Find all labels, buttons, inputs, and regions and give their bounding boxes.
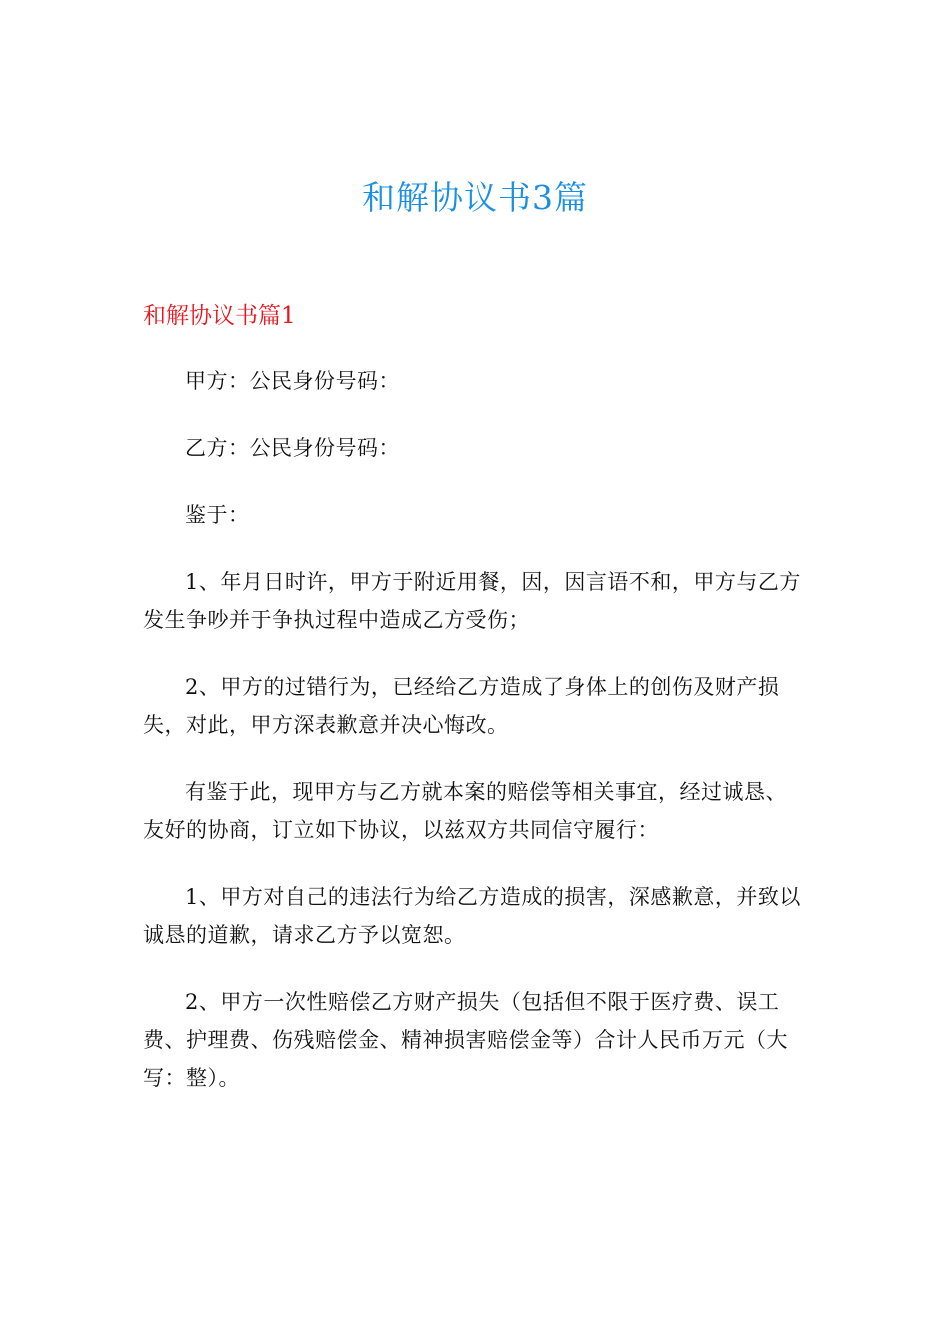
whereas-item-2: 2、甲方的过错行为，已经给乙方造成了身体上的创伤及财产损失，对此，甲方深表歉意并决心悔改。	[143, 675, 780, 737]
party-a-line: 甲方：公民身份号码：	[185, 369, 400, 393]
document-title: 和解协议书3篇	[362, 178, 588, 217]
whereas-item-1: 1、年月日时许，甲方于附近用餐，因，因言语不和，甲方与乙方发生争吵并于争执过程中造成乙方受伤；	[143, 570, 801, 632]
agreement-intro: 有鉴于此，现甲方与乙方就本案的赔偿等相关事宜，经过诚恳、友好的协商，订立如下协议，以兹双方共同信守履行：	[143, 780, 787, 842]
clause-1: 1、甲方对自己的违法行为给乙方造成的损害，深感歉意，并致以诚恳的道歉，请求乙方予以宽恕。	[143, 885, 801, 947]
section-heading: 和解协议书篇1	[143, 303, 296, 329]
clause-2: 2、甲方一次性赔偿乙方财产损失（包括但不限于医疗费、误工费、护理费、伤残赔偿金、精神损害赔偿金等）合计人民币万元（大写：整）。	[143, 990, 788, 1090]
party-b-line: 乙方：公民身份号码：	[185, 436, 400, 460]
whereas-label: 鉴于：	[185, 503, 250, 527]
document-body	[143, 362, 807, 1126]
